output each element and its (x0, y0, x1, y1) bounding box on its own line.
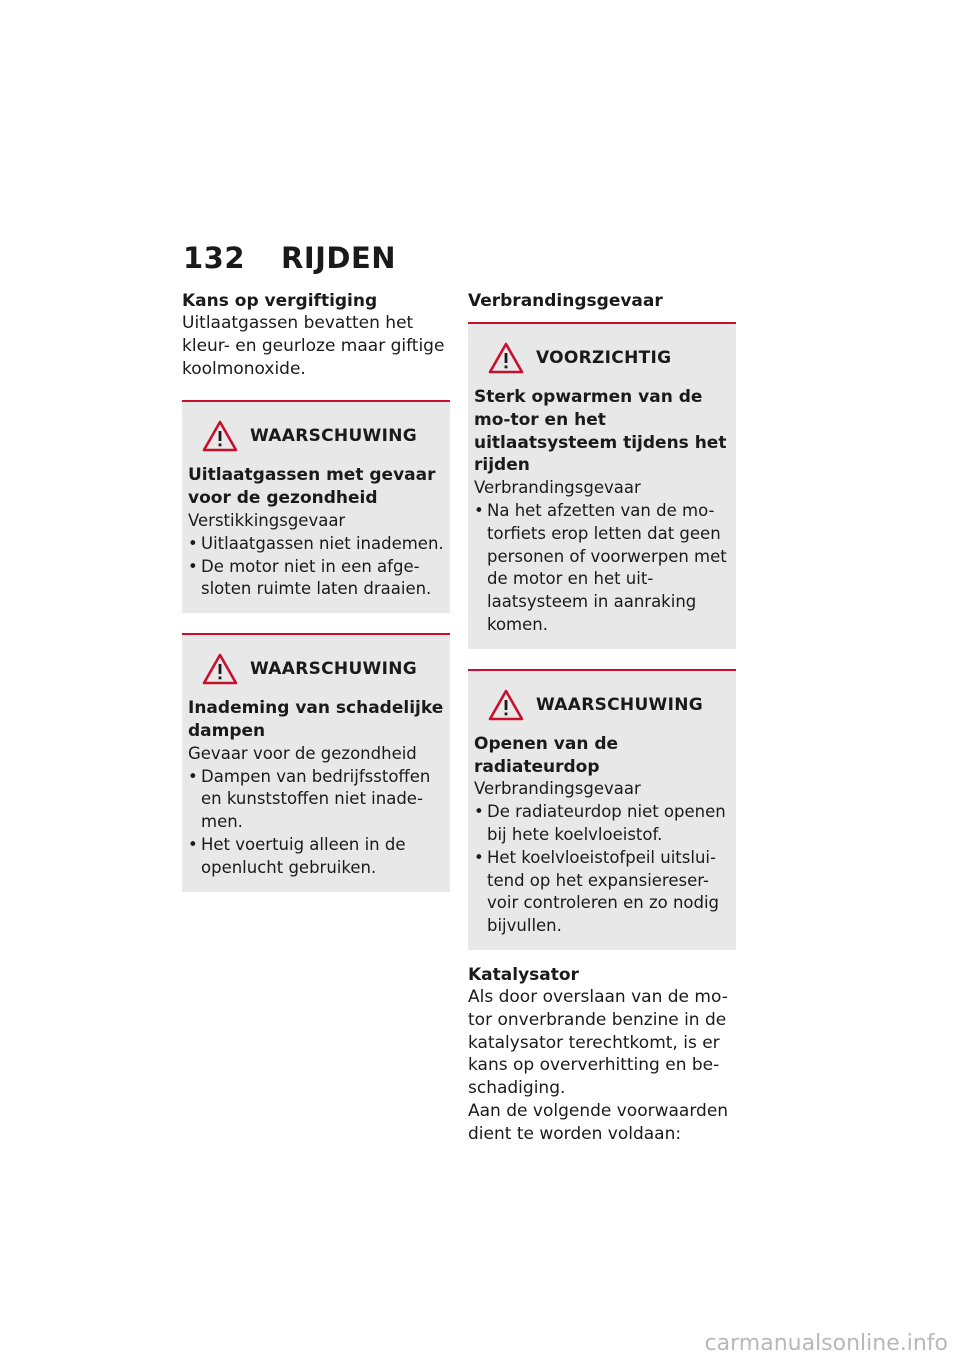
warning-triangle-icon (202, 653, 238, 685)
right-column (468, 290, 736, 1146)
warning-title-row (188, 416, 444, 456)
warning-box-exhaust (182, 400, 450, 613)
hazard-type: Gevaar voor de gezondheid (188, 743, 417, 763)
caution-title: Sterk opwarmen van de mo-tor en het uitlaatsysteem tijdens het rijden (474, 387, 727, 476)
caution-label: VOORZICHTIG (536, 348, 672, 368)
catalyst-conditions: Aan de volgende voorwaarden dient te worden voldaan: (468, 1100, 729, 1144)
intro-text: Uitlaatgassen bevatten het kleur- en geurloze maar giftige koolmonoxide. (182, 313, 445, 379)
caution-bullets (474, 500, 730, 637)
hazard-type: Verstikkingsgevaar (188, 510, 346, 530)
bullet-item: • De motor niet in een afge-sloten ruimte laten draaien. (188, 556, 444, 602)
warning-triangle-icon (488, 342, 524, 374)
page-number: 132 (183, 241, 246, 275)
warning-label: WAARSCHUWING (250, 659, 418, 680)
warning-box-radiator (468, 669, 736, 950)
warning-triangle-icon (202, 420, 238, 452)
caution-title-row (474, 338, 730, 378)
page-header (183, 241, 396, 275)
warning-label: WAARSCHUWING (250, 426, 418, 447)
bullet-item: • Dampen van bedrijfsstoffen en kunststoffen niet inade-men. (188, 766, 444, 834)
warning-bullets (188, 533, 444, 601)
warning-title: Uitlaatgassen met gevaar voor de gezondheid (188, 465, 436, 509)
hazard-type: Verbrandingsgevaar (474, 779, 641, 799)
bullet-item: • De radiateurdop niet openen bij hete koelvloeistof. (474, 801, 730, 847)
section-heading: Verbrandingsgevaar (468, 291, 663, 311)
intro-heading: Kans op vergiftiging (182, 291, 378, 311)
warning-title-row (188, 649, 444, 689)
catalyst-heading: Katalysator (468, 964, 579, 985)
bullet-item: • Na het afzetten van de mo-torfiets erop letten dat geen personen of voorwerpen met de motor en het uit-laatsysteem in aanraking komen. (474, 500, 730, 637)
bullet-item: • Het koelvloeistofpeil uitslui-tend op het expansiereser-voir controleren en zo nodig bijvullen. (474, 847, 730, 938)
bullet-item: • Het voertuig alleen in de openlucht gebruiken. (188, 834, 444, 880)
section-title: RIJDEN (281, 241, 397, 275)
warning-box-fumes (182, 633, 450, 891)
left-column (182, 290, 450, 892)
warning-triangle-icon (488, 689, 524, 721)
warning-bullets (188, 766, 444, 880)
warning-title: Openen van de radiateurdop (474, 733, 619, 777)
warning-bullets (474, 801, 730, 938)
caution-box (468, 322, 736, 649)
catalyst-text: Als door overslaan van de mo-tor onverbrande benzine in de katalysator terechtkomt, is er kans op oververhitting en be-schadiging. (468, 986, 728, 1099)
warning-title-row (474, 685, 730, 725)
watermark: carmanualsonline.info (704, 1331, 948, 1356)
bullet-item: • Uitlaatgassen niet inademen. (188, 533, 444, 556)
hazard-type: Verbrandingsgevaar (474, 478, 641, 498)
warning-title: Inademing van schadelijke dampen (188, 698, 444, 741)
warning-label: WAARSCHUWING (536, 694, 704, 715)
